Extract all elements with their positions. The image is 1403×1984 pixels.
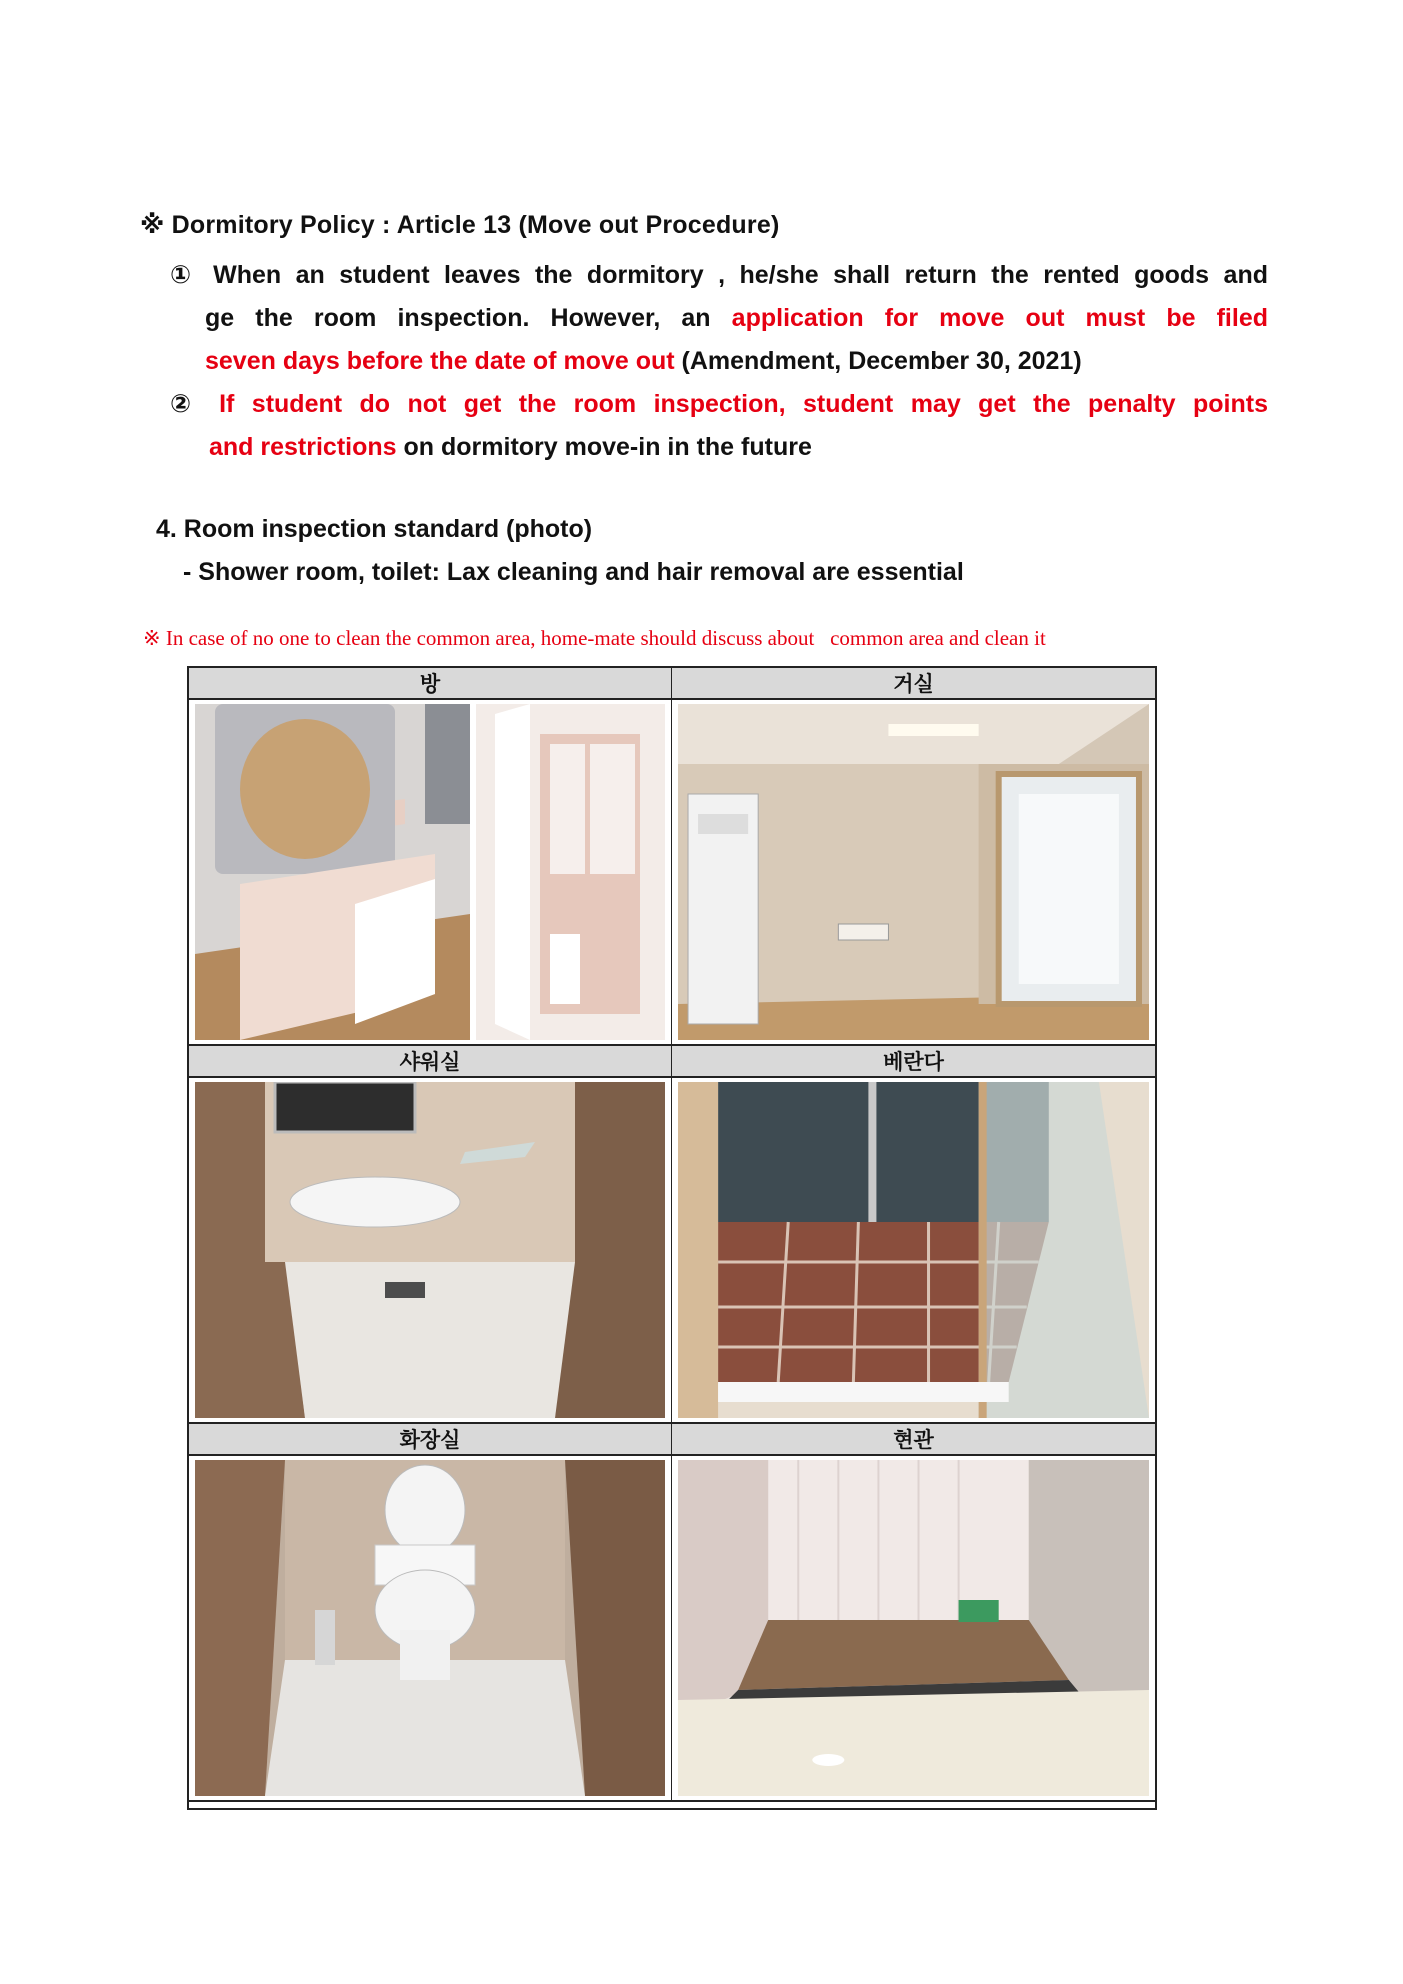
section-4-item: - Shower room, toilet: Lax cleaning and hair removal are essential bbox=[183, 558, 964, 586]
header-room: 방 bbox=[189, 668, 672, 700]
policy-item-2-line-2-highlight: and restrictions bbox=[209, 433, 397, 461]
photo-table bbox=[187, 666, 1157, 1810]
policy-item-1-line-1: ① When an student leaves the dormitory , he/she shall return the rented goods and bbox=[170, 261, 1268, 289]
policy-title: ※ Dormitory Policy : Article 13 (Move out Procedure) bbox=[140, 211, 780, 239]
header-entrance: 현관 bbox=[672, 1424, 1155, 1456]
policy-item-1-line-2 bbox=[205, 297, 1268, 340]
policy-item-1-line-2-text: ge the room inspection. However, an bbox=[205, 304, 732, 332]
photo-entrance bbox=[672, 1456, 1155, 1802]
header-living-room: 거실 bbox=[672, 668, 1155, 700]
header-shower-room: 샤워실 bbox=[189, 1046, 672, 1078]
photo-room bbox=[189, 700, 672, 1046]
living-room-photo-image bbox=[678, 704, 1149, 1040]
header-veranda: 베란다 bbox=[672, 1046, 1155, 1078]
policy-item-2-marker: ② bbox=[170, 390, 220, 418]
shower-room-photo-image bbox=[195, 1082, 665, 1418]
policy-item-2-line-2 bbox=[209, 426, 1268, 469]
toilet-photo-image bbox=[195, 1460, 665, 1796]
header-toilet: 화장실 bbox=[189, 1424, 672, 1456]
common-area-note: ※ In case of no one to clean the common area, home-mate should discuss about common area and clean it bbox=[143, 626, 1046, 650]
policy-item-2-line-1-highlight: If student do not get the room inspection, student may get the penalty points bbox=[219, 390, 1268, 418]
photo-shower-room bbox=[189, 1078, 672, 1424]
policy-item-1-line-3-highlight: seven days before the date of move out bbox=[205, 347, 675, 375]
room-photo-image bbox=[195, 704, 665, 1040]
policy-item-2-line-2-text: on dormitory move-in in the future bbox=[396, 433, 812, 461]
veranda-photo-image bbox=[678, 1082, 1149, 1418]
policy-item-1-line-2-highlight: application for move out must be filed bbox=[731, 304, 1268, 332]
photo-living-room bbox=[672, 700, 1155, 1046]
section-4-title: 4. Room inspection standard (photo) bbox=[156, 515, 593, 543]
photo-toilet bbox=[189, 1456, 672, 1802]
policy-item-1-line-3-text: (Amendment, December 30, 2021) bbox=[674, 347, 1082, 375]
photo-veranda bbox=[672, 1078, 1155, 1424]
entrance-photo-image bbox=[678, 1460, 1149, 1796]
policy-item-1-line-3 bbox=[205, 340, 1268, 383]
policy-item-2-line-1 bbox=[170, 383, 1268, 426]
